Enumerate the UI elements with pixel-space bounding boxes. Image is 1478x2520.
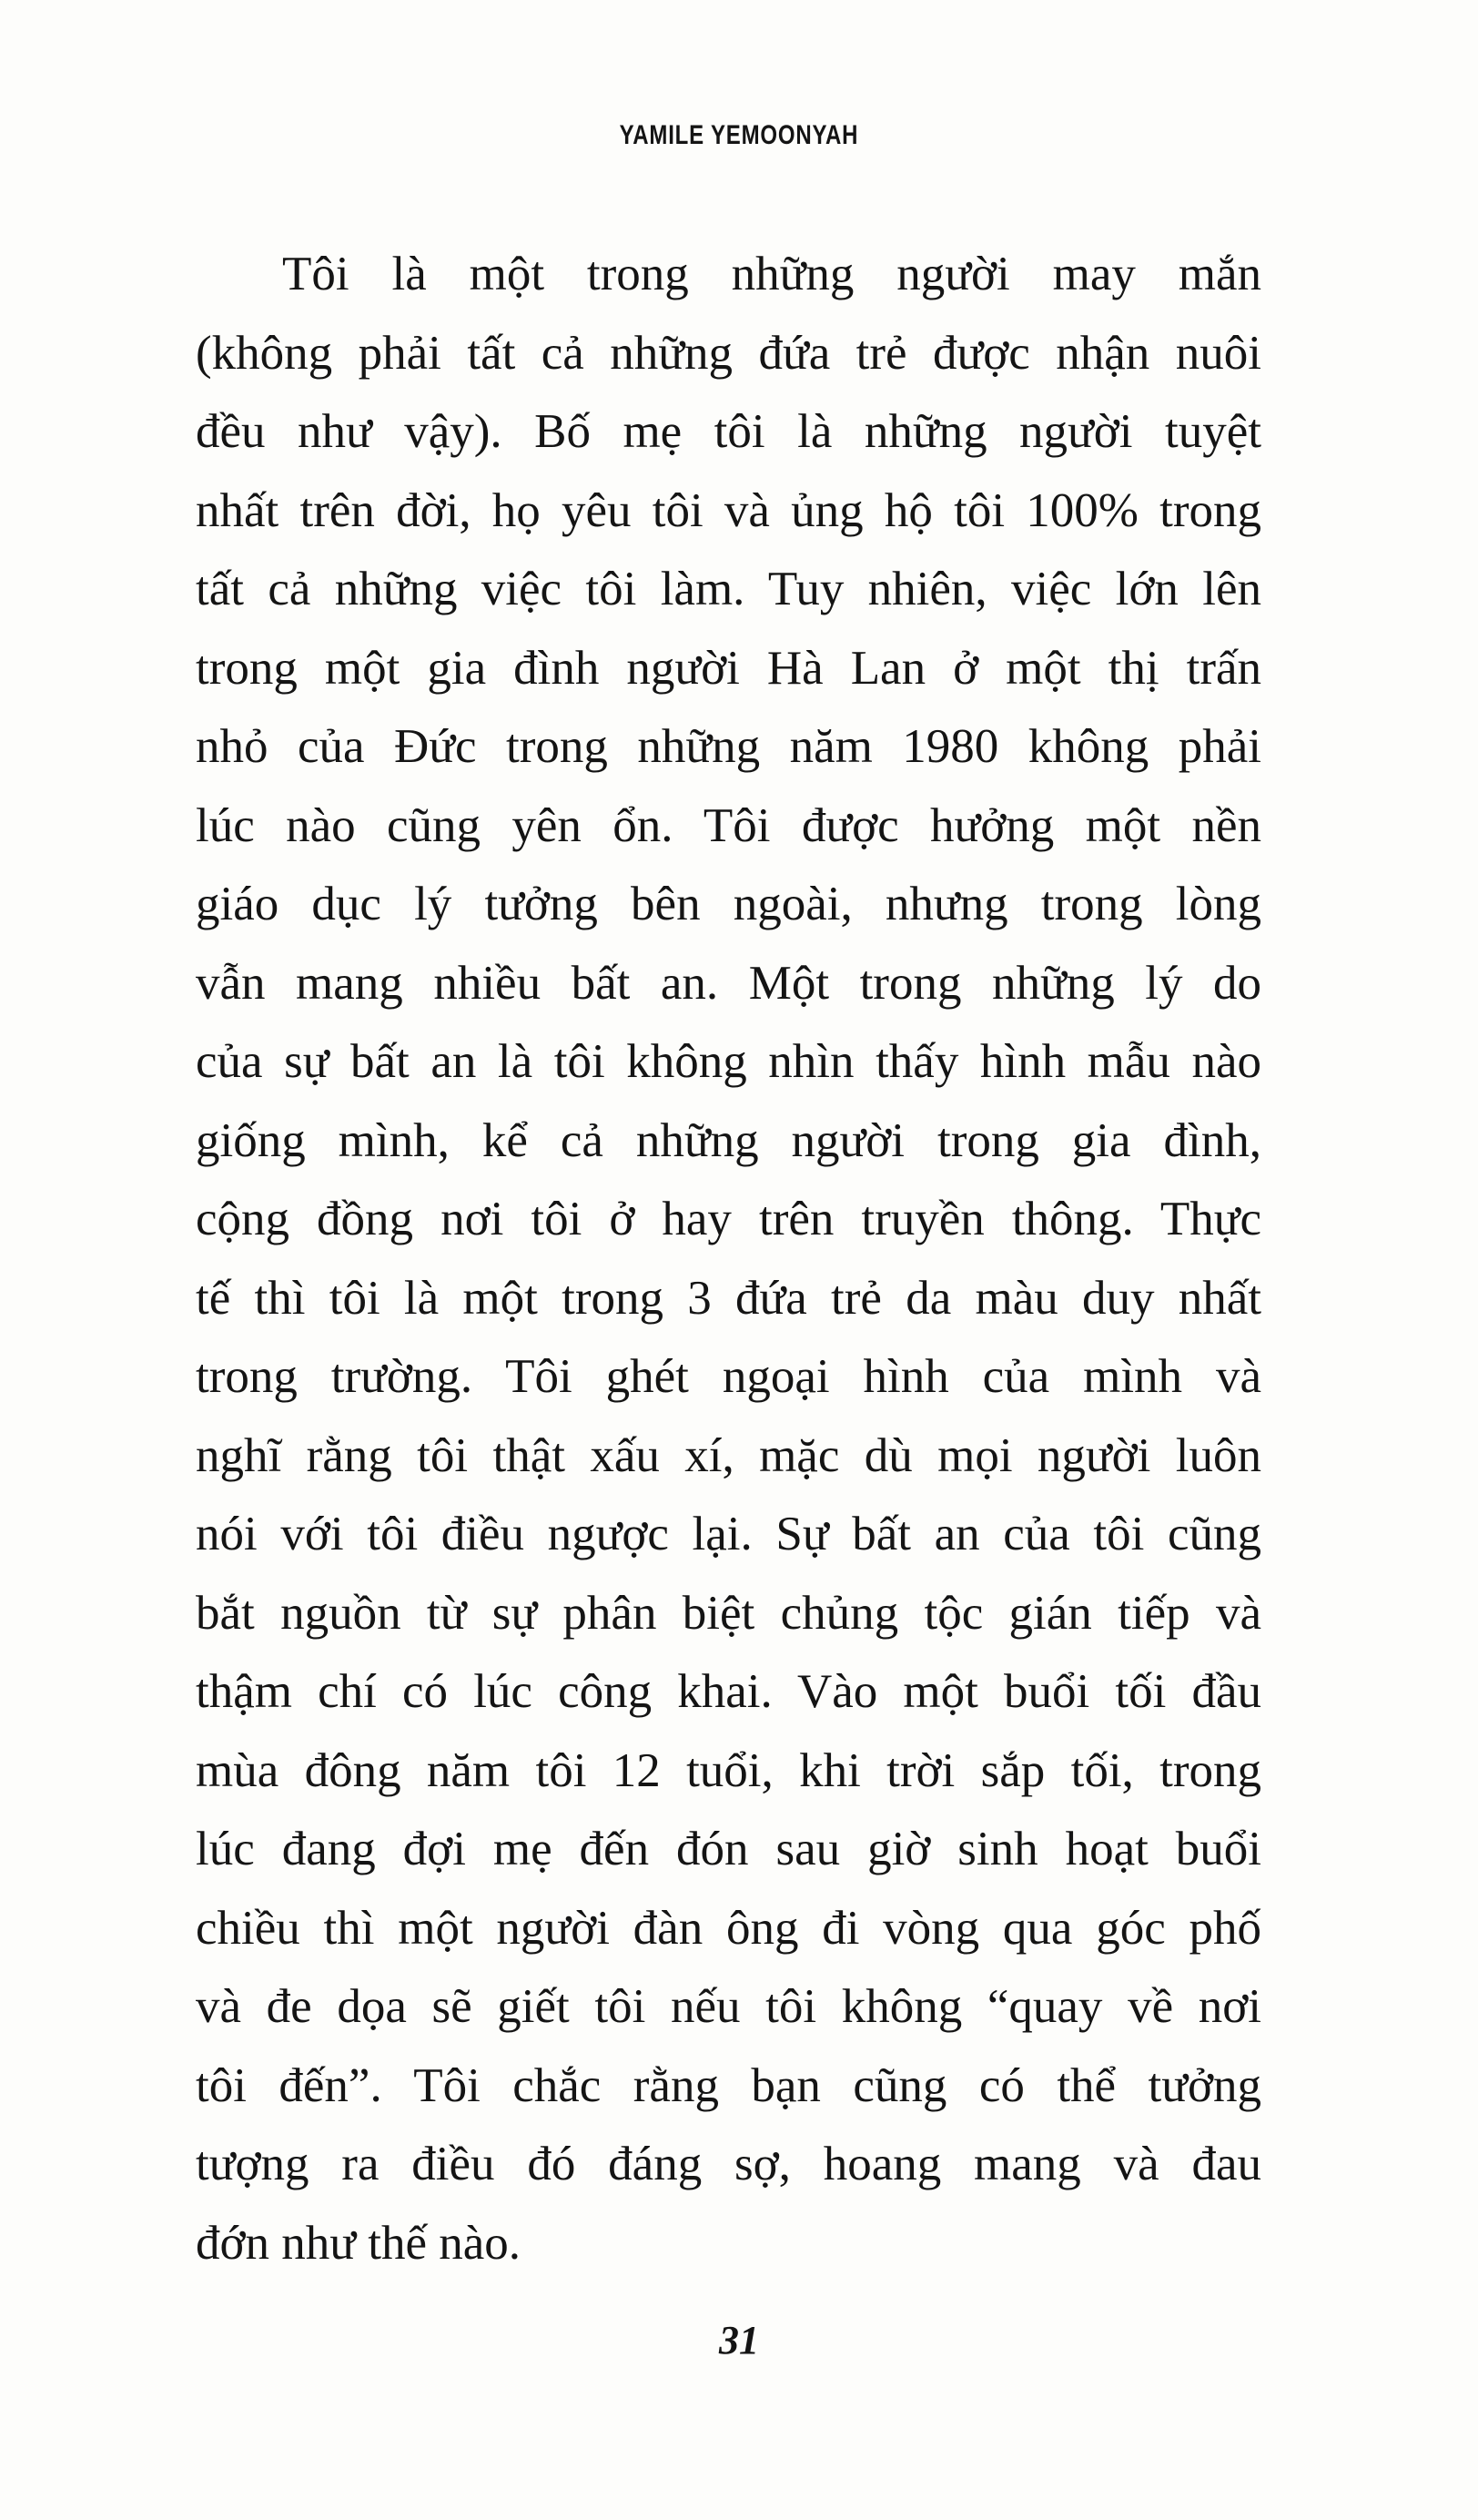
text-line: lúc nào cũng yên ổn. Tôi được hưởng một nền <box>196 798 1261 852</box>
text-line: tượng ra điều đó đáng sợ, hoang mang và đau <box>196 2138 1261 2190</box>
text-line: tôi đến”. Tôi chắc rằng bạn cũng có thể tưởng <box>196 2058 1261 2112</box>
text-line: trong một gia đình người Hà Lan ở một thị trấn <box>196 641 1261 695</box>
text-line: bắt nguồn từ sự phân biệt chủng tộc gián tiếp và <box>196 1586 1261 1640</box>
text-line: chiều thì một người đàn ông đi vòng qua góc phố <box>196 1901 1261 1955</box>
text-line: thậm chí có lúc công khai. Vào một buổi tối đầu <box>196 1665 1261 1718</box>
text-line: tất cả những việc tôi làm. Tuy nhiên, việc lớn lên <box>196 563 1261 615</box>
text-line: mùa đông năm tôi 12 tuổi, khi trời sắp tối, trong <box>196 1743 1261 1797</box>
text-line: lúc đang đợi mẹ đến đón sau giờ sinh hoạt buổi <box>196 1823 1261 1875</box>
text-line: (không phải tất cả những đứa trẻ được nhận nuôi <box>196 326 1261 380</box>
text-line: giáo dục lý tưởng bên ngoài, nhưng trong lòng <box>196 878 1261 930</box>
text-line: nghĩ rằng tôi thật xấu xí, mặc dù mọi người luôn <box>196 1428 1261 1482</box>
text-line: nhất trên đời, họ yêu tôi và ủng hộ tôi 100% trong <box>196 483 1261 537</box>
text-line: giống mình, kể cả những người trong gia đình, <box>196 1113 1261 1167</box>
text-line: nhỏ của Đức trong những năm 1980 không phải <box>196 720 1261 773</box>
text-line: đều như vậy). Bố mẹ tôi là những người tuyệt <box>196 405 1261 458</box>
body-text <box>196 235 1261 2282</box>
text-line: tế thì tôi là một trong 3 đứa trẻ da màu duy nhất <box>196 1271 1261 1325</box>
text-line: và đe dọa sẽ giết tôi nếu tôi không “quay về nơi <box>196 1980 1261 2033</box>
text-line: nói với tôi điều ngược lại. Sự bất an của tôi cũng <box>196 1508 1261 1560</box>
text-line: Tôi là một trong những người may mắn <box>282 248 1261 300</box>
text-line: trong trường. Tôi ghét ngoại hình của mình và <box>196 1350 1261 1403</box>
page-number: 31 <box>719 2318 759 2362</box>
text-line: cộng đồng nơi tôi ở hay trên truyền thông. Thực <box>196 1193 1261 1245</box>
running-header: YAMILE YEMOONYAH <box>619 120 859 150</box>
text-line: vẫn mang nhiều bất an. Một trong những lý do <box>196 956 1261 1010</box>
text-line: của sự bất an là tôi không nhìn thấy hình mẫu nào <box>196 1035 1261 1088</box>
text-line: đớn như thế nào. <box>196 2216 521 2270</box>
